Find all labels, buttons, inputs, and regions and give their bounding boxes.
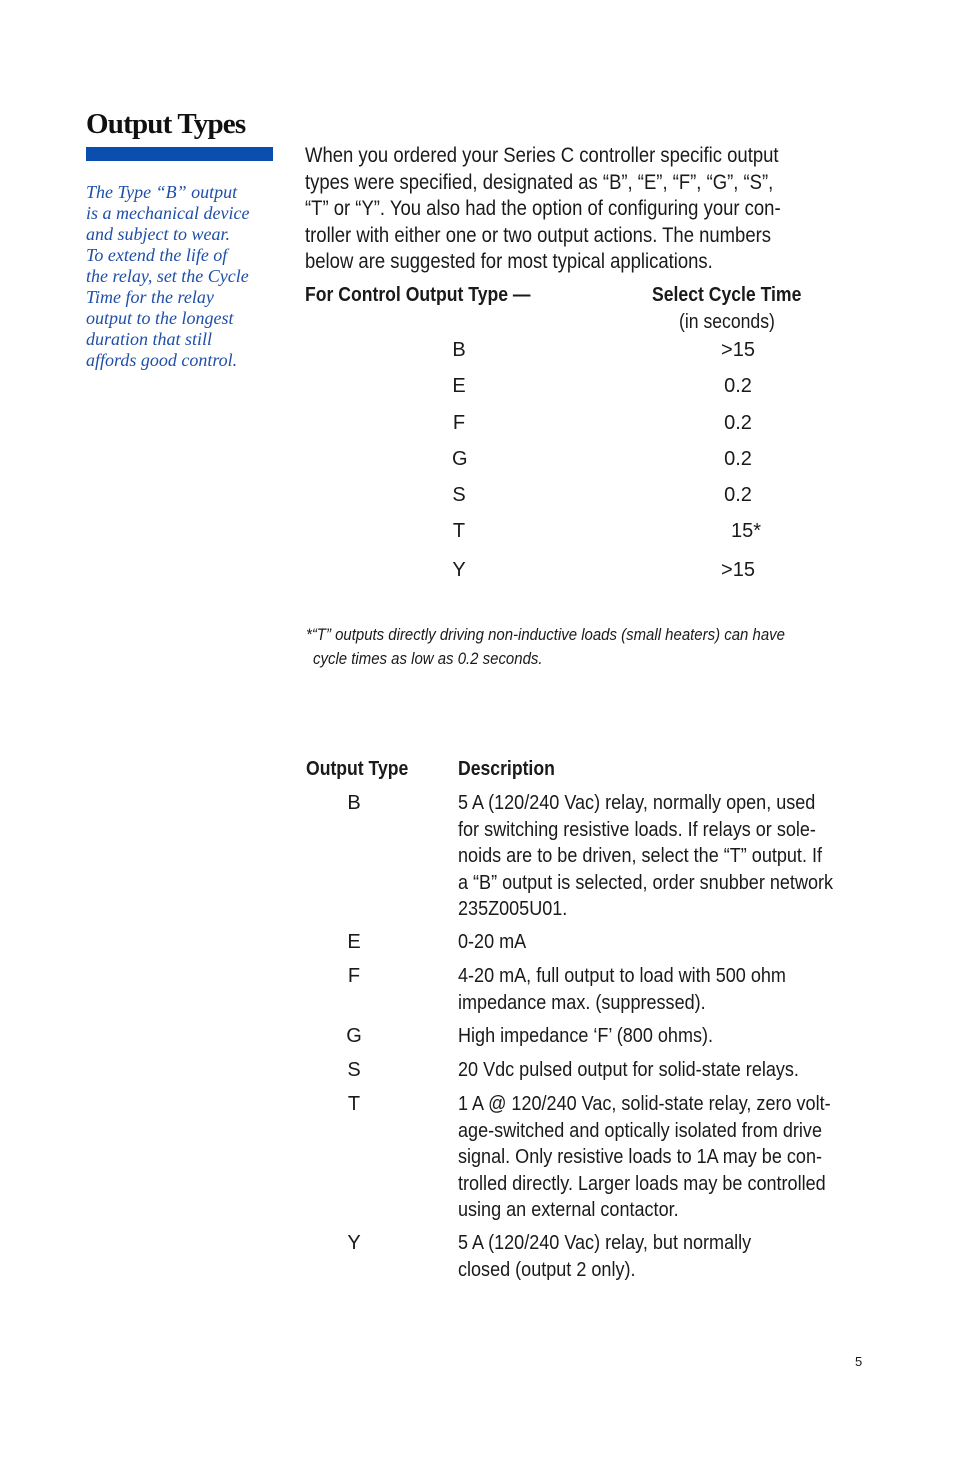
description-line: signal. Only resistive loads to 1A may be con- (458, 1145, 822, 1168)
output-row-description (458, 1023, 713, 1050)
output-row-description (458, 1091, 831, 1224)
output-row-type: S (347, 1059, 361, 1081)
sidenote-line: and subject to wear. (86, 224, 230, 244)
output-row-type: Y (347, 1232, 361, 1254)
output-row-description (458, 1230, 751, 1283)
cycle-row-type: S (452, 484, 466, 506)
description-line: 5 A (120/240 Vac) relay, normally open, used (458, 791, 816, 814)
cycle-row-value: >15 (721, 559, 755, 581)
cycle-table-footnote (306, 623, 785, 671)
cycle-table-unit-header: (in seconds) (679, 311, 775, 333)
output-row-type: G (346, 1025, 362, 1047)
description-line: 1 A @ 120/240 Vac, solid-state relay, zero volt- (458, 1092, 831, 1115)
title-accent-bar (86, 147, 273, 161)
output-row-description (458, 929, 526, 956)
description-line: 4-20 mA, full output to load with 500 ohm (458, 964, 786, 987)
cycle-row-type: T (452, 520, 466, 542)
cycle-row-value: >15 (721, 339, 755, 361)
cycle-row-value: 0.2 (724, 484, 752, 506)
output-row-description (458, 963, 786, 1016)
description-line: High impedance ‘F’ (800 ohms). (458, 1024, 714, 1047)
footnote-line: cycle times as low as 0.2 seconds. (313, 649, 543, 668)
description-line: impedance max. (suppressed). (458, 990, 706, 1014)
description-line: using an external contactor. (458, 1198, 679, 1221)
description-line: noids are to be driven, select the “T” output. If (458, 844, 823, 867)
intro-line: types were specified, designated as “B”, “E”, “F”, “G”, “S”, (305, 170, 774, 194)
sidenote-line: output to the longest (86, 308, 234, 328)
cycle-row-value: 0.2 (724, 448, 752, 470)
sidenote-line: duration that still (86, 329, 213, 349)
sidenote-line: Time for the relay (86, 287, 214, 307)
sidenote-line: The Type “B” output (86, 182, 238, 202)
sidebar-note (86, 182, 276, 371)
description-line: trolled directly. Larger loads may be controlled (458, 1171, 826, 1195)
description-line: 20 Vdc pulsed output for solid-state relays. (458, 1058, 799, 1081)
cycle-row-value: 15* (730, 520, 762, 542)
output-row-type: T (347, 1093, 361, 1115)
output-row-description (458, 790, 833, 923)
description-line: 0-20 mA (458, 930, 527, 953)
description-line: a “B” output is selected, order snubber network (458, 870, 834, 894)
cycle-row-type: Y (452, 559, 466, 581)
cycle-table-type-header: For Control Output Type — (305, 284, 531, 306)
sidenote-line: the relay, set the Cycle (86, 266, 249, 286)
description-line: closed (output 2 only). (458, 1257, 636, 1281)
output-table-desc-header: Description (458, 758, 555, 780)
cycle-row-type: E (452, 375, 466, 397)
cycle-row-type: G (452, 448, 468, 470)
cycle-table-cycle-header: Select Cycle Time (652, 284, 802, 306)
page-title: Output Types (86, 108, 246, 140)
cycle-row-value: 0.2 (724, 375, 752, 397)
intro-line: below are suggested for most typical applications. (305, 250, 713, 273)
description-line: 5 A (120/240 Vac) relay, but normally (458, 1231, 752, 1254)
page-number: 5 (855, 1354, 863, 1369)
sidenote-line: is a mechanical device (86, 203, 250, 223)
output-table-type-header: Output Type (306, 758, 409, 780)
output-row-type: F (347, 965, 361, 987)
cycle-row-value: 0.2 (724, 412, 752, 434)
cycle-row-type: F (452, 412, 466, 434)
output-row-type: E (347, 931, 361, 953)
description-line: for switching resistive loads. If relays or sole- (458, 817, 816, 841)
output-row-description (458, 1057, 799, 1084)
description-line: 235Z005U01. (458, 897, 568, 920)
intro-line: “T” or “Y”. You also had the option of configuring your con- (305, 197, 781, 220)
footnote-line: *“T” outputs directly driving non-inductive loads (small heaters) can have (306, 625, 785, 644)
description-line: age-switched and optically isolated from drive (458, 1118, 822, 1142)
sidenote-line: affords good control. (86, 350, 238, 370)
intro-line: troller with either one or two output actions. The numbers (305, 223, 772, 247)
intro-line: When you ordered your Series C controller specific output (305, 144, 779, 167)
cycle-row-type: B (452, 339, 466, 361)
sidenote-line: To extend the life of (86, 245, 228, 265)
intro-paragraph (305, 143, 781, 276)
output-row-type: B (347, 792, 361, 814)
